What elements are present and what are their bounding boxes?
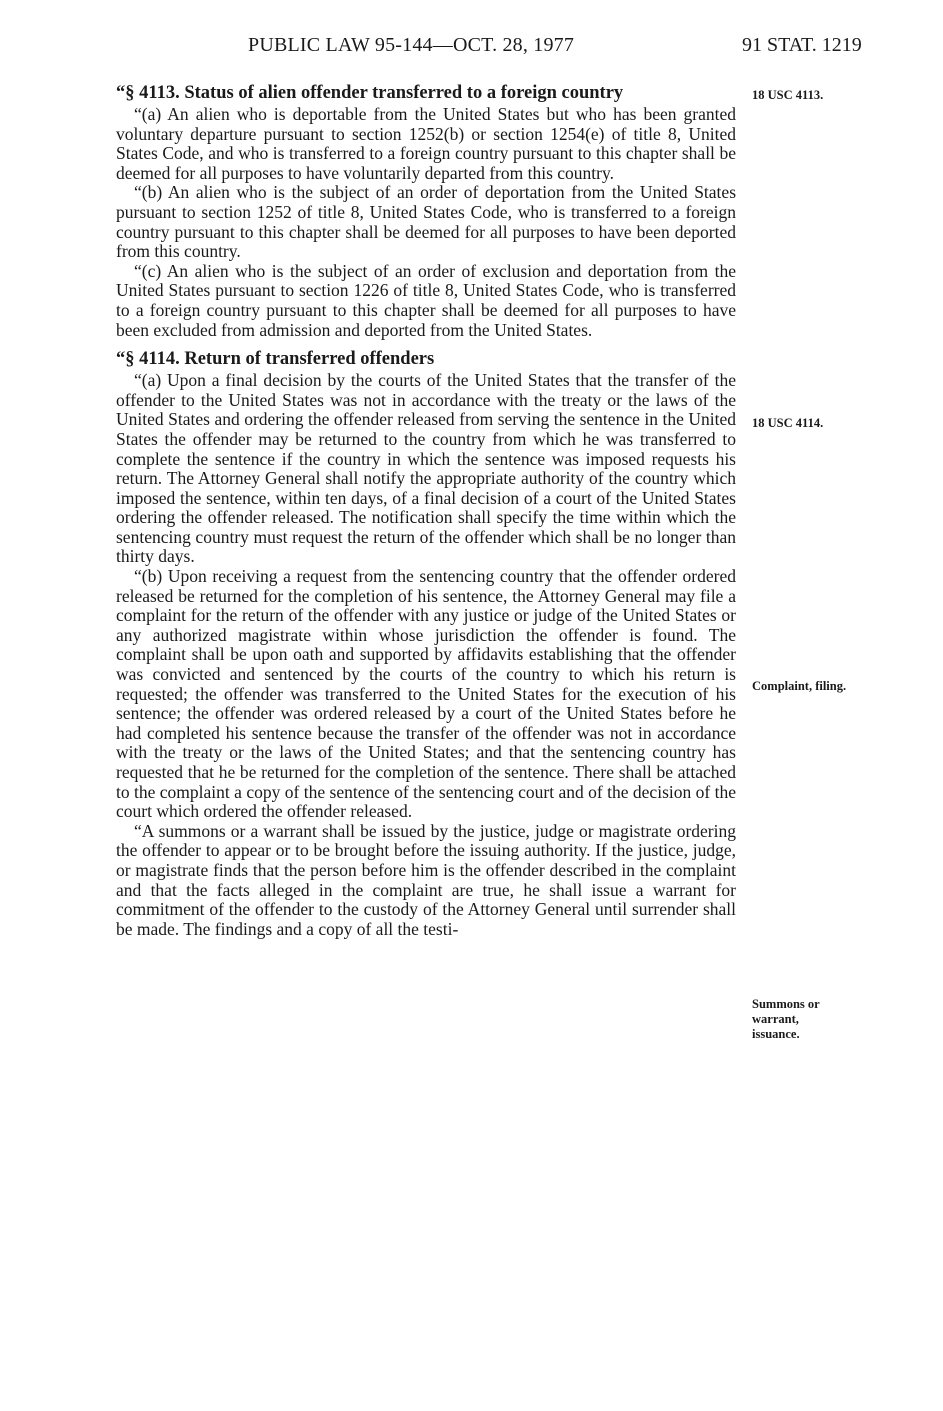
section-heading: “§ 4113. Status of alien offender transferred to a foreign country: [116, 83, 624, 103]
paragraph: “(a) An alien who is deportable from the United States but who has been granted voluntary departure pursuant to section 1252(b) or section 1254(e) of title 8, United States Code, and who is transferred to a foreign country pursuant to this chapter shall be deemed for all purposes to have voluntarily departed from this country.: [116, 104, 736, 183]
margin-note-complaint-filing: Complaint, filing.: [752, 679, 847, 693]
paragraph: “(b) Upon receiving a request from the sentencing country that the offender ordered released be returned for the completion of his sentence, the Attorney General may file a complaint for the return of the offender with any justice or judge of the United States or any authorized magistrate within whose jurisdiction the offender is found. The complaint shall be upon oath and supported by affidavits establishing that the offender was convicted and sentenced by the courts of the country to which his return is requested; the offender was transferred to the United States for the execution of his sentence; the offender was ordered released by a court of the United States before he had completed his sentence because the transfer of the offender was not in accordance with the treaty or the laws of the United States; and that the sentencing country has requested that he be returned for the completion of the sentence. There shall be attached to the complaint a copy of the sentence of the sentencing court and of the decision of the court which ordered the offender released.: [116, 566, 736, 822]
section-heading: “§ 4114. Return of transferred offenders: [116, 349, 435, 370]
margin-note-line: Summons or: [752, 997, 820, 1011]
margin-note-line: issuance.: [752, 1027, 800, 1041]
margin-note-line: warrant,: [752, 1012, 799, 1026]
paragraph: “(c) An alien who is the subject of an order of exclusion and deportation from the United States pursuant to section 1226 of title 8, United States Code, who is transferred to a foreign country pursuant to this chapter shall be deemed for all purposes to have been excluded from admission and deported from the United States.: [116, 260, 736, 340]
margin-note-usc-4113: 18 USC 4113.: [752, 88, 824, 102]
margin-note-summons: [752, 997, 820, 1042]
paragraph: “(a) Upon a final decision by the courts of the United States that the transfer of the offender to the United States was not in accordance with the treaty or the laws of the United States and ordering the offender released from serving the sentence in the United States the offender may be returned to the country from which he was transferred to complete the sentence if the country in which the sentence was imposed requests his return. The Attorney General shall notify the appropriate authority of the country which imposed the sentence, within ten days, of a final decision of a court of the United States ordering the offender released. The notification shall specify the time within which the sentencing country must request the return of the offender which shall be no longer than thirty days.: [116, 370, 736, 567]
statute-page-reference: 91 STAT. 1219: [742, 34, 862, 56]
section-4113: [116, 82, 736, 340]
paragraph: “(b) An alien who is the subject of an order of deportation from the United States pursuant to section 1252 of title 8, United States Code, who is transferred to a foreign country pursuant to this chapter shall be deemed for all purposes to have been deported from this country.: [116, 182, 736, 262]
paragraph: “A summons or a warrant shall be issued by the justice, judge or magistrate ordering the offender to appear or to be brought before the issuing authority. If the justice, judge, or magistrate finds that the person before him is the offender described in the complaint and that the facts alleged in the complaint are true, he shall issue a warrant for commitment of the offender to the custody of the Attorney General until surrender shall be made. The findings and a copy of all the testi-: [116, 820, 736, 939]
page-header: [0, 32, 943, 62]
section-4114: [116, 348, 736, 939]
running-head: PUBLIC LAW 95-144—OCT. 28, 1977: [248, 34, 575, 56]
margin-note-usc-4114: 18 USC 4114.: [752, 416, 824, 430]
main-text-column: [116, 82, 736, 939]
